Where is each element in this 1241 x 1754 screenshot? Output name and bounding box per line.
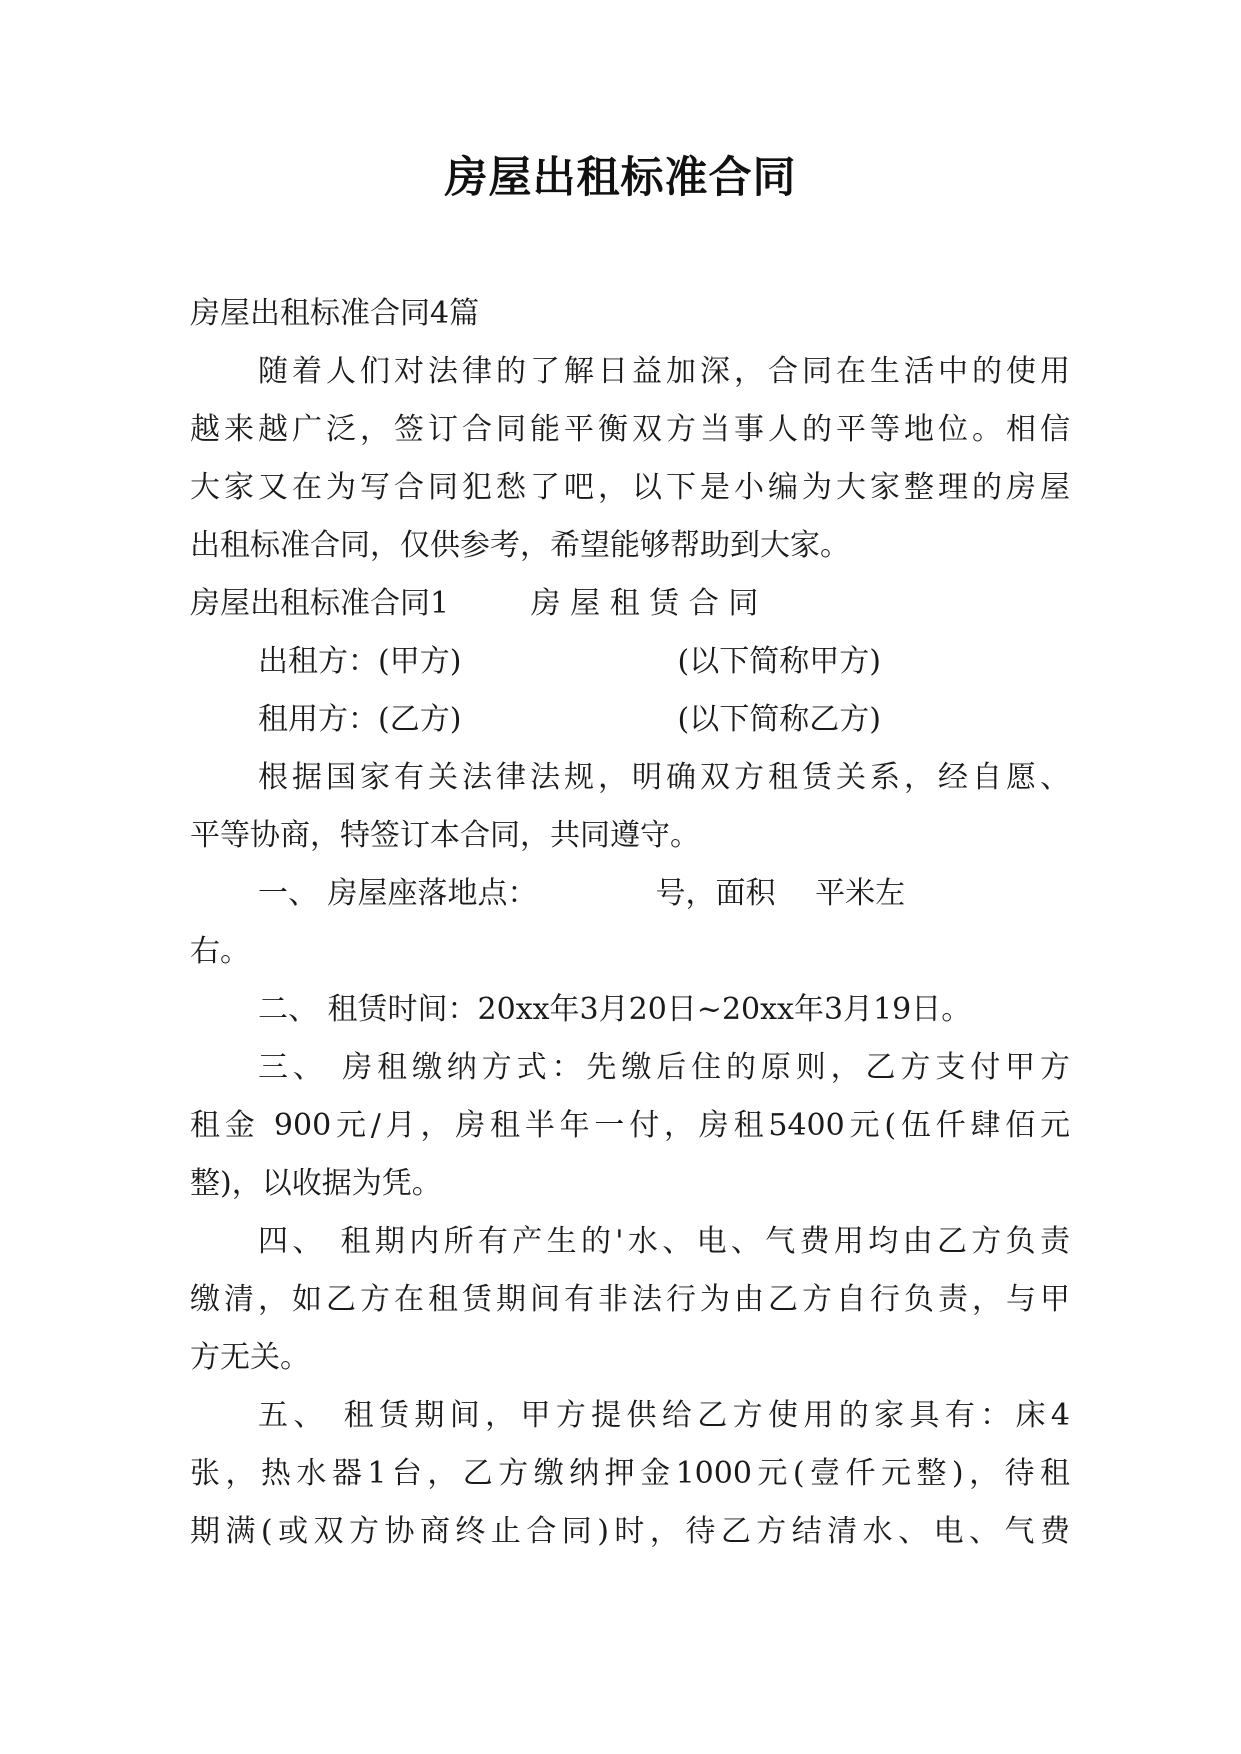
clause-5-line-3: 期满(或双方协商终止合同)时，待乙方结清水、电、气费 bbox=[190, 1514, 1070, 1549]
clause-1-row bbox=[190, 865, 1070, 923]
lessor-note: (以下简称甲方) bbox=[677, 644, 881, 679]
clause-4-line-2: 缴清，如乙方在租赁期间有非法行为由乙方自行负责，与甲 bbox=[190, 1282, 1070, 1317]
clause-1-mid: 号，面积 bbox=[655, 876, 776, 911]
clause-1-suffix: 平米左 bbox=[815, 876, 906, 911]
document-subtitle: 房屋出租标准合同4篇 bbox=[190, 296, 480, 331]
preamble-line-2: 平等协商，特签订本合同，共同遵守。 bbox=[190, 818, 700, 853]
intro-line-1: 随着人们对法律的了解日益加深，合同在生活中的使用 bbox=[258, 354, 1070, 389]
contract-heading: 房 屋 租 赁 合 同 bbox=[530, 586, 759, 621]
clause-4-line-1: 四、 租期内所有产生的'水、电、气费用均由乙方负责 bbox=[258, 1224, 1070, 1259]
clause-5-line-2: 张，热水器1台，乙方缴纳押金1000元(壹仟元整)，待租 bbox=[190, 1456, 1070, 1491]
lessor-row bbox=[190, 633, 1070, 691]
section-heading-row bbox=[190, 575, 1070, 633]
clause-3-line-2: 租金 900元/月，房租半年一付，房租5400元(伍仟肆佰元 bbox=[190, 1108, 1070, 1143]
clause-3-line-1: 三、 房租缴纳方式：先缴后住的原则，乙方支付甲方 bbox=[258, 1050, 1070, 1085]
page-title: 房屋出租标准合同 bbox=[444, 153, 797, 203]
lessee-label: 租用方：(乙方) bbox=[258, 702, 462, 737]
document-body bbox=[190, 285, 1070, 1561]
clause-5-line-1: 五、 租赁期间，甲方提供给乙方使用的家具有：床4 bbox=[258, 1398, 1070, 1433]
clause-1-prefix: 一、 房屋座落地点： bbox=[258, 876, 538, 911]
clause-1-cont: 右。 bbox=[190, 934, 250, 969]
preamble-line-1: 根据国家有关法律法规，明确双方租赁关系，经自愿、 bbox=[258, 760, 1070, 795]
clause-4-line-3: 方无关。 bbox=[190, 1340, 310, 1375]
section-1-label: 房屋出租标准合同1 bbox=[190, 586, 450, 621]
intro-line-2: 越来越广泛，签订合同能平衡双方当事人的平等地位。相信 bbox=[190, 412, 1070, 447]
lessor-label: 出租方：(甲方) bbox=[258, 644, 462, 679]
lessee-row bbox=[190, 691, 1070, 749]
intro-line-4: 出租标准合同，仅供参考，希望能够帮助到大家。 bbox=[190, 528, 850, 563]
intro-line-3: 大家又在为写合同犯愁了吧，以下是小编为大家整理的房屋 bbox=[190, 470, 1070, 505]
lessee-note: (以下简称乙方) bbox=[677, 702, 881, 737]
clause-2: 二、 租赁时间：20xx年3月20日~20xx年3月19日。 bbox=[258, 992, 972, 1027]
clause-3-line-3: 整)，以收据为凭。 bbox=[190, 1166, 442, 1201]
